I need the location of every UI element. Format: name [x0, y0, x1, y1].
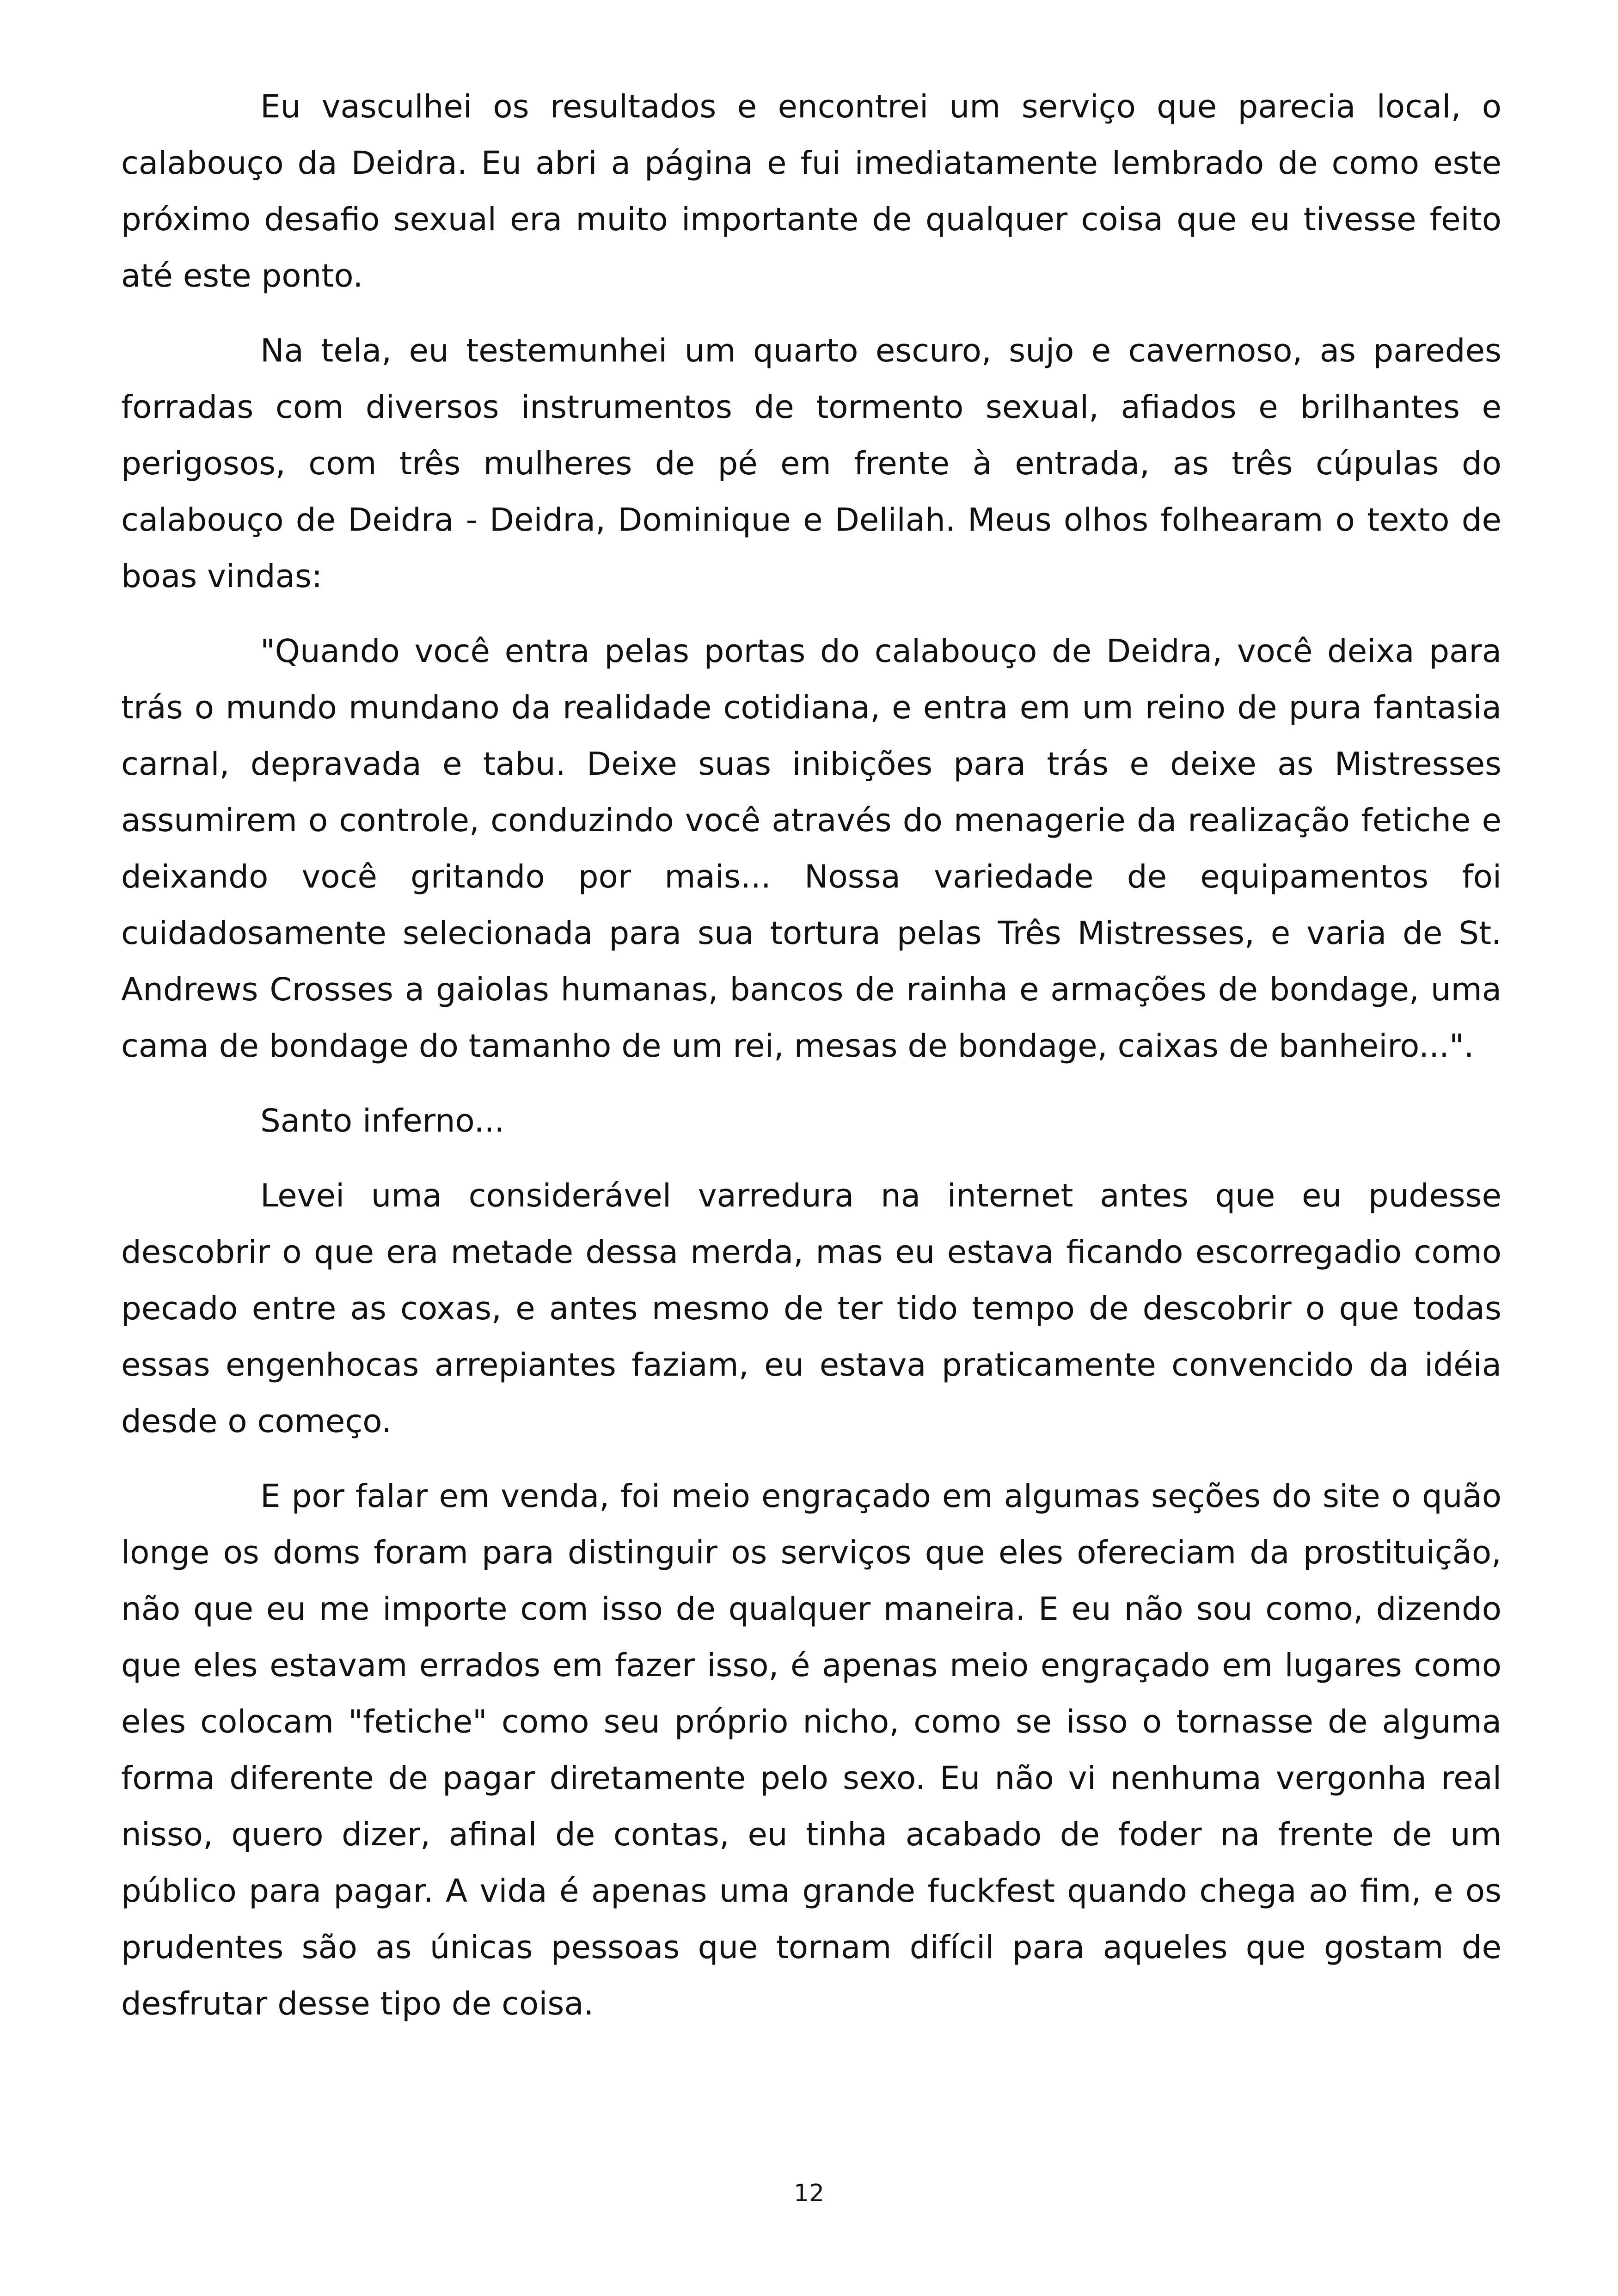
page-number: 12 [793, 2180, 825, 2207]
paragraph-3: "Quando você entra pelas portas do calabouço de Deidra, você deixa para trás o mundo mundano da realidade cotidiana, e entra em um reino de pura fantasia carnal, depravada e tabu. Deixe suas inibições para trás e deixe as Mistresses assumirem o controle, conduzindo você através do menagerie da realização fetiche e deixando você gritando por mais... Nossa variedade de equipamentos foi cuidadosamente selecionada para sua tortura pelas Três Mistresses, e varia de St. Andrews Crosses a gaiolas humanas, bancos de rainha e armações de bondage, uma cama de bondage do tamanho de um rei, mesas de bondage, caixas de banheiro...". [121, 633, 1502, 1065]
body-text [121, 79, 1502, 2051]
paragraph-2: Na tela, eu testemunhei um quarto escuro, sujo e cavernoso, as paredes forradas com diversos instrumentos de tormento sexual, afiados e brilhantes e perigosos, com três mulheres de pé em frente à entrada, as três cúpulas do calabouço de Deidra - Deidra, Dominique e Delilah. Meus olhos folhearam o texto de boas vindas: [121, 332, 1502, 595]
paragraph-5: Levei uma considerável varredura na internet antes que eu pudesse descobrir o que era metade dessa merda, mas eu estava ficando escorregadio como pecado entre as coxas, e antes mesmo de ter tido tempo de descobrir o que todas essas engenhocas arrepiantes faziam, eu estava praticamente convencido da idéia desde o começo. [121, 1177, 1502, 1440]
paragraph-1: Eu vasculhei os resultados e encontrei um serviço que parecia local, o calabouço da Deidra. Eu abri a página e fui imediatamente lembrado de como este próximo desafio sexual era muito importante de qualquer coisa que eu tivesse feito até este ponto. [121, 88, 1502, 294]
paragraph-6: E por falar em venda, foi meio engraçado em algumas seções do site o quão longe os doms foram para distinguir os serviços que eles ofereciam da prostituição, não que eu me importe com isso de qualquer maneira. E eu não sou como, dizendo que eles estavam errados em fazer isso, é apenas meio engraçado em lugares como eles colocam "fetiche" como seu próprio nicho, como se isso o tornasse de alguma forma diferente de pagar diretamente pelo sexo. Eu não vi nenhuma vergonha real nisso, quero dizer, afinal de contas, eu tinha acabado de foder na frente de um público para pagar. A vida é apenas uma grande fuckfest quando chega ao fim, e os prudentes são as únicas pessoas que tornam difícil para aqueles que gostam de desfrutar desse tipo de coisa. [121, 1478, 1502, 2022]
paragraph-4: Santo inferno... [260, 1102, 505, 1139]
